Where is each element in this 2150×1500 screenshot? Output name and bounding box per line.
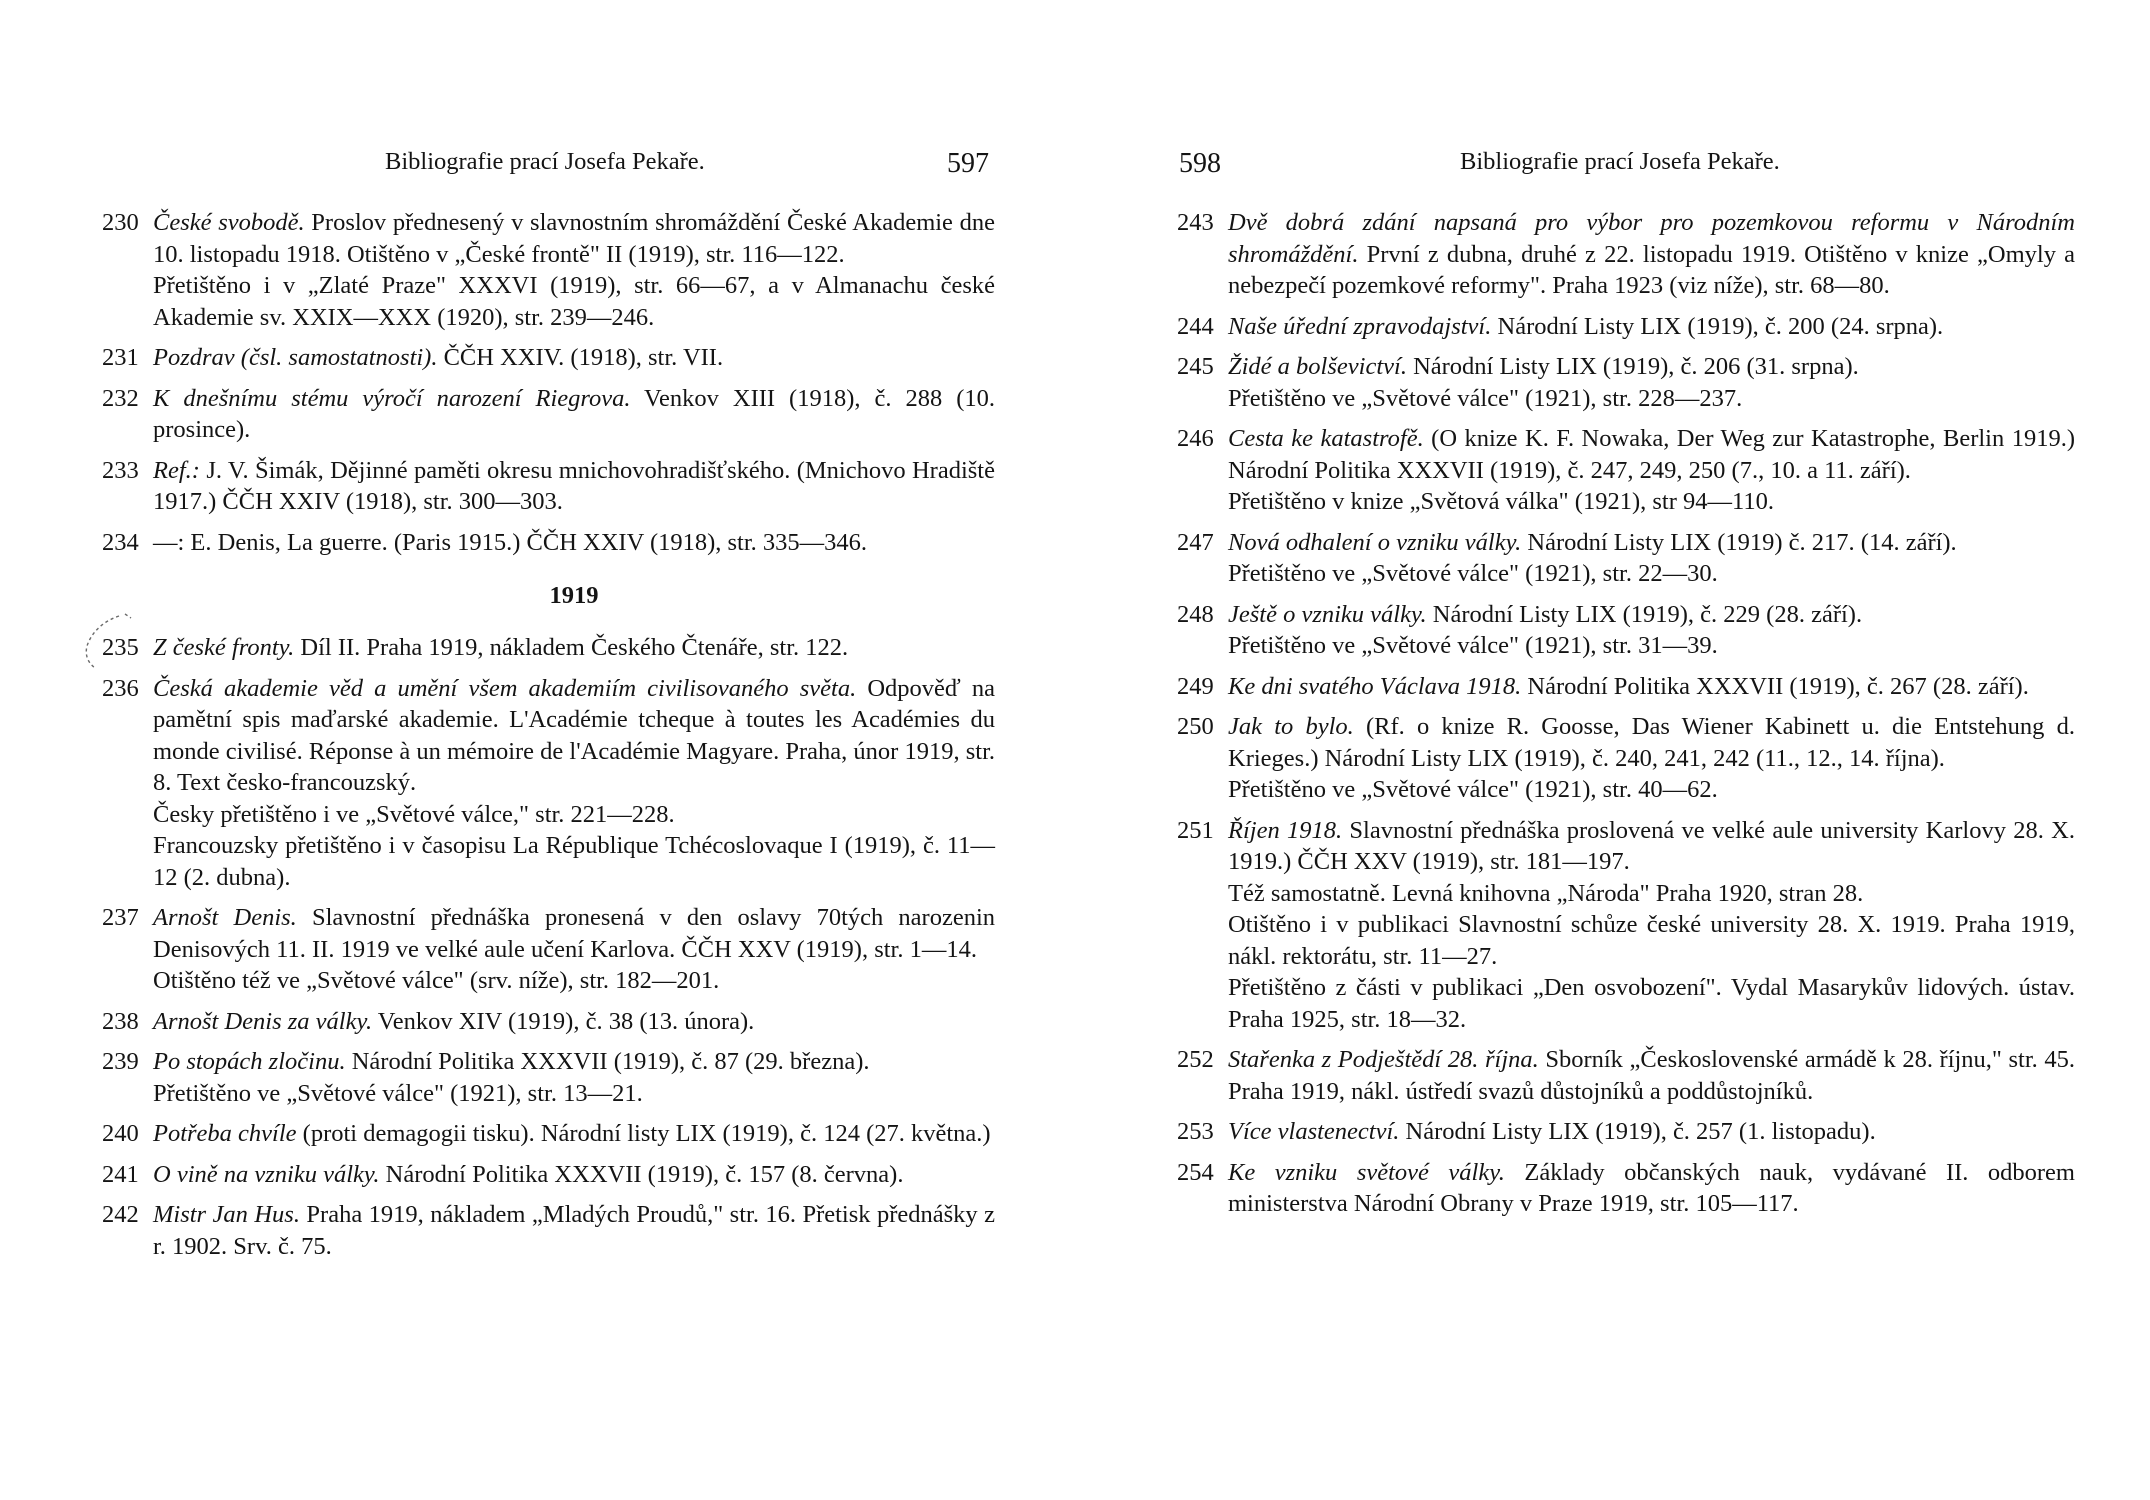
entry-text: První z dubna, druhé z 22. listopadu 1919. Otištěno v knize „Omyly a nebezpečí pozemkové reformy". Praha 1923 (viz níže), str. 68—80.	[1228, 240, 2075, 299]
year-heading: 1919	[549, 582, 599, 609]
bibliography-entry	[1170, 527, 2075, 590]
entry-body	[1228, 671, 2075, 703]
entry-reprint-note: Přetištěno ve „Světové válce" (1921), str. 31—39.	[1228, 632, 1718, 659]
entries-1919	[95, 632, 995, 1262]
entry-number: 236	[102, 674, 139, 702]
entry-reprint-note: Přetištěno ve „Světové válce" (1921), str. 22—30.	[1228, 560, 1718, 587]
entry-body	[153, 207, 995, 270]
entry-number: 231	[102, 344, 139, 371]
bibliography-entry	[1170, 1044, 2075, 1107]
entry-title: Z české fronty.	[153, 634, 295, 661]
entry-title: Dvě dobrá zdání napsaná pro výbor pro pozemkovou reformu v Národním shromáždění.	[1228, 209, 2075, 268]
right-page-header	[1170, 148, 2075, 184]
entry-body	[153, 1199, 995, 1262]
left-page	[95, 0, 995, 1500]
entry-title: Jak to bylo.	[1228, 713, 1354, 740]
running-head: Bibliografie prací Josefa Pekaře.	[385, 148, 705, 175]
entry-number: 240	[102, 1120, 139, 1147]
entry-title: Potřeba chvíle	[153, 1120, 297, 1147]
entry-reprint-note: Otištěno i v publikaci Slavnostní schůze české university 28. X. 1919. Praha 1919, nákl. rektorátu, str. 11—27.	[1228, 911, 2075, 970]
entry-text: Národní Listy LIX (1919), č. 200 (24. srpna).	[1491, 312, 1944, 340]
entry-number: 251	[1177, 816, 1214, 844]
bibliography-entry	[95, 383, 995, 446]
bibliography-entry	[95, 902, 995, 997]
entry-text: Národní Politika XXXVII (1919), č. 157 (8. června).	[379, 1160, 904, 1188]
entry-text: Národní Listy LIX (1919) č. 217. (14. září).	[1521, 528, 1957, 556]
entry-body	[153, 342, 995, 374]
bibliography-entry	[95, 632, 995, 664]
entry-title: Židé a bolševictví.	[1228, 353, 1407, 380]
left-page-header	[95, 148, 995, 184]
entry-title: Pozdrav (čsl. samostatnosti).	[153, 344, 438, 371]
entry-text: Praha 1919, nákladem „Mladých Proudů," str. 16. Přetisk přednášky z r. 1902. Srv. č. 75.	[153, 1201, 995, 1260]
entry-reprint-note: Přetištěno i v „Zlaté Praze" XXXVI (1919), str. 66—67, a v Almanachu české Akademie sv. XXIX—XXX (1920), str. 239—246.	[153, 272, 995, 331]
bibliography-entry	[95, 342, 995, 374]
entry-number: 232	[102, 384, 139, 412]
entry-title: Po stopách zločinu.	[153, 1048, 346, 1075]
bibliography-entry	[1170, 1157, 2075, 1220]
entry-reprint-note: Francouzsky přetištěno i v časopisu La République Tchécoslovaque I (1919), č. 11—12 (2. dubna).	[153, 832, 995, 891]
entry-body	[153, 1006, 995, 1038]
entry-title: Říjen 1918.	[1228, 816, 1343, 844]
right-page	[1170, 0, 2075, 1500]
entry-number: 235	[102, 634, 139, 661]
bibliography-entry	[1170, 711, 2075, 806]
entry-body	[153, 455, 995, 518]
entry-text: (Rf. o knize R. Goosse, Das Wiener Kabinett u. die Entstehung d. Krieges.) Národní Listy LIX (1919), č. 240, 241, 242 (11., 12., 14. října).	[1228, 713, 2075, 772]
entry-reprint-note: Přetištěno ve „Světové válce" (1921), str. 40—62.	[1228, 776, 1718, 803]
bibliography-entry	[95, 207, 995, 333]
entry-title: Naše úřední zpravodajství.	[1228, 312, 1492, 340]
entry-body	[1228, 815, 2075, 878]
bibliography-entry	[1170, 671, 2075, 703]
bibliography-entry	[1170, 1116, 2075, 1148]
entry-title: K dnešnímu stému výročí narození Riegrova.	[153, 384, 631, 412]
entry-body	[1228, 1044, 2075, 1107]
entry-number: 239	[102, 1048, 139, 1075]
entry-text: Národní Listy LIX (1919), č. 206 (31. srpna).	[1406, 353, 1859, 380]
entry-number: 230	[102, 209, 139, 236]
entry-title: Stařenka z Podještědí 28. října.	[1228, 1046, 1539, 1073]
bibliography-entry	[1170, 423, 2075, 518]
entry-number: 249	[1177, 672, 1214, 700]
entry-body	[153, 632, 995, 664]
entry-text: Venkov XIII (1918), č. 288 (10. prosince).	[153, 384, 995, 443]
entry-body	[153, 1159, 995, 1191]
entry-title: Více vlastenectví.	[1228, 1118, 1400, 1145]
entry-number: 246	[1177, 425, 1214, 452]
entry-text: Základy občanských nauk, vydávané II. odborem ministerstva Národní Obrany v Praze 1919, str. 105—117.	[1228, 1158, 2075, 1217]
entry-text: Sborník „Československé armádě k 28. říjnu," str. 45. Praha 1919, nákl. ústředí svazů důstojníků a poddůstojníků.	[1228, 1046, 2075, 1105]
entry-reprint-note: Přetištěno v knize „Světová válka" (1921), str 94—110.	[1228, 488, 1774, 515]
entry-text: ČČH XXIV. (1918), str. VII.	[437, 344, 724, 371]
entry-reprint-note: Česky přetištěno i ve „Světové válce," str. 221—228.	[153, 800, 675, 828]
entry-text: J. V. Šimák, Dějinné paměti okresu mnichovohradišťského. (Mnichovo Hradiště 1917.) ČČH XXIV (1918), str. 300—303.	[153, 456, 995, 515]
bibliography-entry	[95, 1046, 995, 1109]
entry-number: 248	[1177, 600, 1214, 628]
entry-text: Národní Politika XXXVII (1919), č. 87 (29. března).	[345, 1048, 870, 1075]
entry-body	[153, 1046, 995, 1078]
entry-body	[153, 527, 995, 559]
bibliography-entry	[1170, 351, 2075, 414]
entry-number: 238	[102, 1007, 139, 1035]
entry-body	[1228, 207, 2075, 302]
entry-body	[1228, 1157, 2075, 1220]
entry-title: Mistr Jan Hus.	[153, 1201, 300, 1228]
entry-number: 253	[1177, 1118, 1214, 1145]
entry-number: 247	[1177, 528, 1214, 556]
entry-text: —: E. Denis, La guerre. (Paris 1915.) ČČH XXIV (1918), str. 335—346.	[153, 528, 868, 556]
entry-number: 250	[1177, 713, 1214, 740]
entry-number: 244	[1177, 312, 1214, 340]
entry-number: 245	[1177, 353, 1214, 380]
entry-text: (O knize K. F. Nowaka, Der Weg zur Katastrophe, Berlin 1919.) Národní Politika XXXVII (1919), č. 247, 249, 250 (7., 10. a 11. září).	[1228, 425, 2075, 484]
entry-reprint-note: Přetištěno z části v publikaci „Den osvobození". Vydal Masarykův lidových. ústav. Praha 1925, str. 18—32.	[1228, 974, 2075, 1033]
entry-body	[1228, 351, 2075, 383]
page-number: 597	[947, 148, 989, 179]
entry-title: O vině na vzniku války.	[153, 1160, 380, 1188]
entry-body	[153, 1118, 995, 1150]
entry-number: 237	[102, 904, 139, 931]
entries-1918	[95, 207, 995, 558]
entry-text: Díl II. Praha 1919, nákladem Českého Čtenáře, str. 122.	[294, 634, 849, 661]
entry-text: Venkov XIV (1919), č. 38 (13. února).	[372, 1007, 755, 1035]
entry-body	[1228, 527, 2075, 559]
entry-number: 252	[1177, 1046, 1214, 1073]
entry-body	[153, 902, 995, 965]
entry-reprint-note: Otištěno též ve „Světové válce" (srv. níže), str. 182—201.	[153, 967, 720, 994]
bibliography-entry	[95, 455, 995, 518]
entry-number: 241	[102, 1160, 139, 1188]
entry-text: Odpověď na pamětní spis maďarské akademie. L'Académie tcheque à toutes les Académies du monde civilisé. Réponse à un mémoire de l'Académie Magyare. Praha, únor 1919, str. 8. Text česko-francouzský.	[153, 674, 995, 796]
left-entries	[95, 207, 995, 1271]
entry-body	[1228, 599, 2075, 631]
bibliography-entry	[95, 1159, 995, 1191]
entry-body	[1228, 711, 2075, 774]
entry-title: České svobodě.	[153, 209, 305, 236]
entry-title: Arnošt Denis za války.	[153, 1007, 373, 1035]
entry-title: Arnošt Denis.	[153, 904, 297, 931]
entry-text: Národní Listy LIX (1919), č. 229 (28. září).	[1426, 600, 1863, 628]
entry-title: Česká akademie věd a umění všem akademiím civilisovaného světa.	[153, 674, 857, 702]
entry-text: Slavnostní přednáška proslovená ve velké aule university Karlovy 28. X. 1919.) ČČH XXV (1919), str. 181—197.	[1228, 816, 2075, 875]
entry-reprint-note: Též samostatně. Levná knihovna „Národa" Praha 1920, stran 28.	[1228, 879, 1864, 907]
entry-text: Proslov přednesený v slavnostním shromáždění České Akademie dne 10. listopadu 1918. Otištěno v „České frontě" II (1919), str. 116—122.	[153, 209, 995, 268]
bibliography-entry	[95, 1118, 995, 1150]
bibliography-entry	[1170, 311, 2075, 343]
bibliography-entry	[95, 527, 995, 559]
entry-text: Národní Listy LIX (1919), č. 257 (1. listopadu).	[1399, 1118, 1876, 1145]
entry-text: (proti demagogii tisku). Národní listy LIX (1919), č. 124 (27. května.)	[296, 1120, 991, 1147]
entry-title: Cesta ke katastrofě.	[1228, 425, 1424, 452]
page-number: 598	[1179, 148, 1221, 179]
entry-number: 243	[1177, 209, 1214, 236]
entry-text: Slavnostní přednáška pronesená v den oslavy 70tých narozenin Denisových 11. II. 1919 ve velké aule učení Karlova. ČČH XXV (1919), str. 1—14.	[153, 904, 996, 963]
entry-body	[1228, 311, 2075, 343]
entry-number: 242	[102, 1201, 139, 1228]
bibliography-entry	[1170, 815, 2075, 1036]
entry-body	[1228, 423, 2075, 486]
bibliography-entry	[95, 673, 995, 894]
entry-number: 234	[102, 528, 139, 556]
bibliography-entry	[95, 1006, 995, 1038]
entry-number: 254	[1177, 1158, 1214, 1186]
entry-title: Ke dni svatého Václava 1918.	[1228, 672, 1522, 700]
bibliography-entry	[1170, 599, 2075, 662]
entry-title: Ještě o vzniku války.	[1228, 600, 1427, 628]
entry-reprint-note: Přetištěno ve „Světové válce" (1921), str. 13—21.	[153, 1079, 643, 1107]
right-entries	[1170, 207, 2075, 1229]
entry-title: Nová odhalení o vzniku války.	[1228, 528, 1522, 556]
bibliography-entry	[1170, 207, 2075, 302]
entry-body	[153, 383, 995, 446]
entry-title: Ke vzniku světové války.	[1228, 1158, 1505, 1186]
entry-number: 233	[102, 456, 139, 484]
running-head: Bibliografie prací Josefa Pekaře.	[1460, 148, 1780, 175]
entry-text: Národní Politika XXXVII (1919), č. 267 (28. září).	[1521, 672, 2029, 700]
entry-reprint-note: Přetištěno ve „Světové válce" (1921), str. 228—237.	[1228, 384, 1743, 412]
entry-body	[153, 673, 995, 799]
entry-body	[1228, 1116, 2075, 1148]
entry-title: Ref.:	[153, 456, 200, 484]
bibliography-entry	[95, 1199, 995, 1262]
